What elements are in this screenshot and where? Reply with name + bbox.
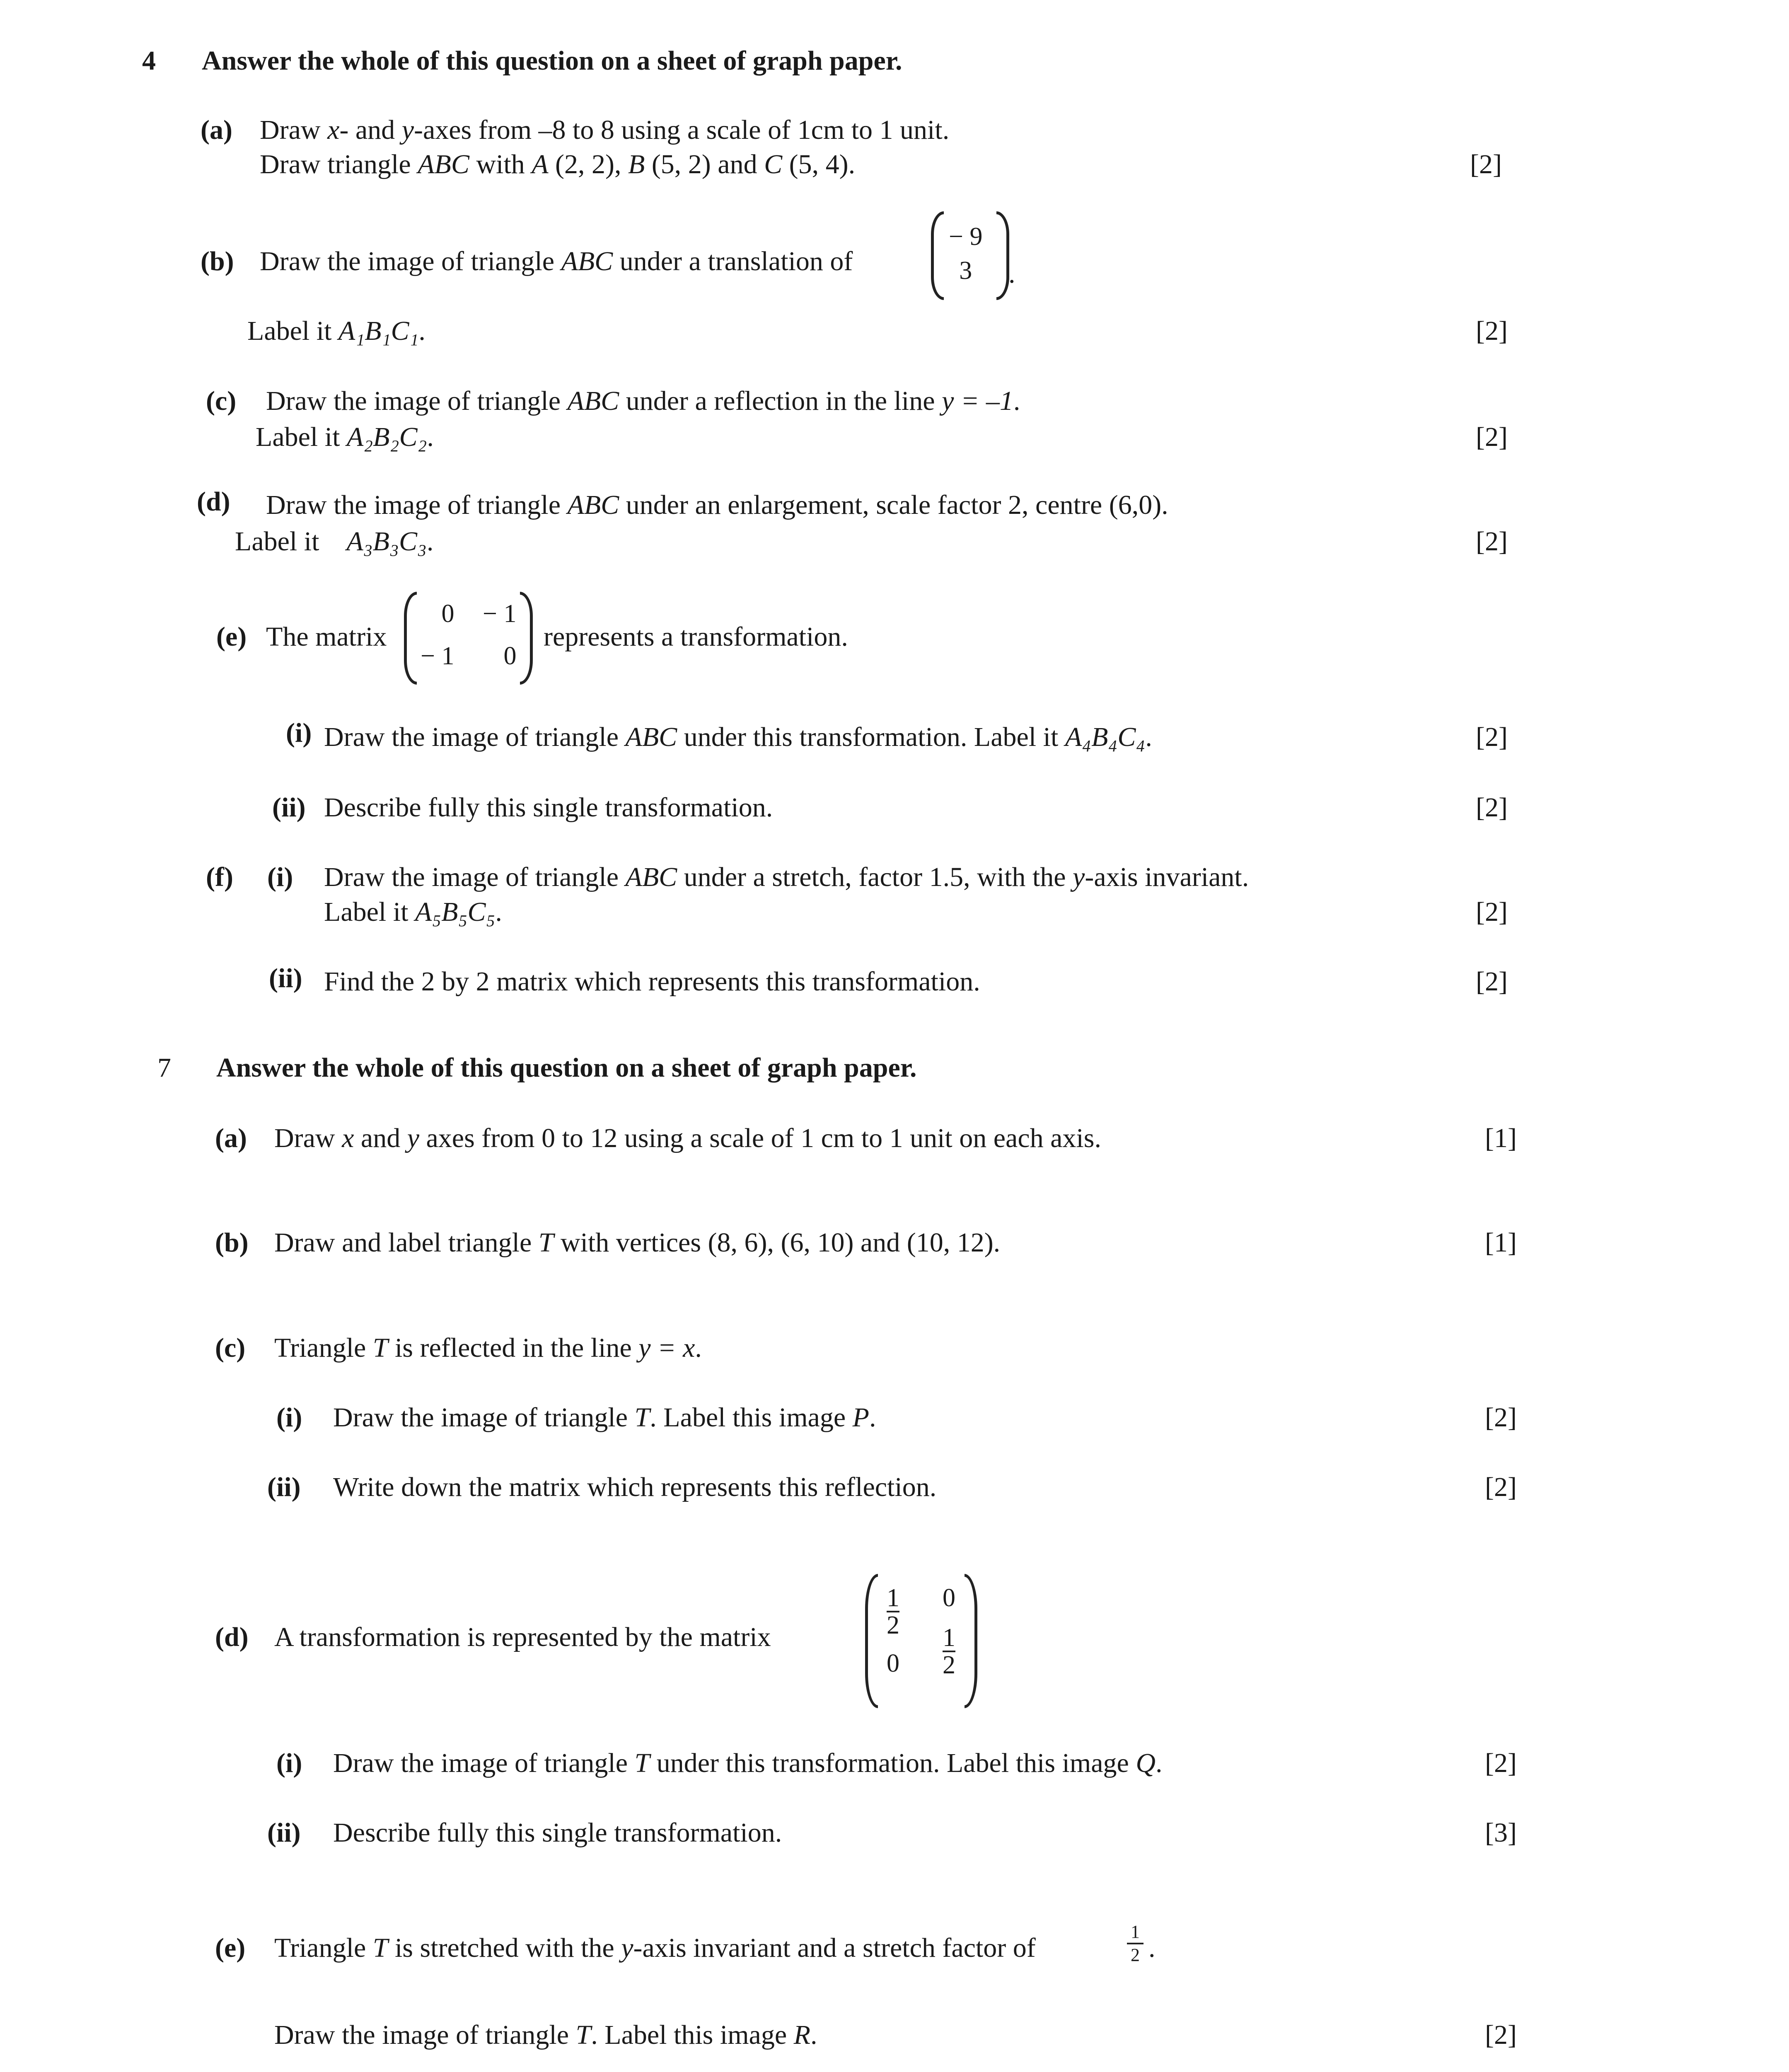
q4b-end: . (1008, 259, 1015, 289)
q4e-matrix-col1 (421, 601, 454, 669)
q4e-label: (e) (216, 622, 247, 652)
q4e-matrix-r2c2: 0 (503, 642, 517, 670)
q7d-matrix-r1c2: 0 (943, 1584, 955, 1612)
q4f-i-text: Draw the image of triangle ABC under a stretch, factor 1.5, with the y-axis invariant. (324, 862, 1249, 892)
q4e-matrix-r1c2: − 1 (483, 600, 517, 628)
q4c-text: Draw the image of triangle ABC under a reflection in the line y = –1. (266, 386, 1020, 416)
q4f-i-label-line: Label it A₅B₅C₅. (324, 897, 502, 927)
q7-heading: Answer the whole of this question on a sheet of graph paper. (216, 1053, 917, 1083)
q4e-matrix-r1c1: 0 (441, 600, 455, 628)
q7c-i-marks: [2] (1485, 1402, 1517, 1433)
q4d-marks: [2] (1476, 526, 1508, 557)
q4e-matrix-right-paren (520, 592, 533, 685)
q4e-matrix-left-paren (404, 592, 417, 685)
q4e-i-marks: [2] (1476, 722, 1508, 752)
q4d-label-line: Label it A₃B₃C₃. (235, 526, 434, 557)
q7-number: 7 (157, 1053, 171, 1083)
q7d-i-label: (i) (276, 1748, 302, 1778)
q4c-label: (c) (206, 386, 237, 416)
q4c-label-line: Label it A₂B₂C₂. (256, 422, 434, 452)
q4d-label: (d) (197, 487, 230, 517)
q7c-i-label: (i) (276, 1402, 302, 1433)
q7d-matrix-r1c1: 1 2 (887, 1584, 899, 1639)
q7e-fraction-den: 2 (1131, 1945, 1140, 1965)
q7c-label: (c) (215, 1333, 246, 1363)
q4e-ii-label: (ii) (272, 792, 306, 823)
q7a-text: Draw x and y axes from 0 to 12 using a scale of 1 cm to 1 unit on each axis. (274, 1123, 1101, 1153)
q7c-text: Triangle T is reflected in the line y = x. (274, 1333, 702, 1363)
q7e-marks: [2] (1485, 2020, 1517, 2050)
q7e-line2: Draw the image of triangle T. Label this image R. (274, 2020, 817, 2050)
q7d-matrix-r2c2: 1 2 (943, 1624, 955, 1679)
q7e-text: Triangle T is stretched with the y-axis invariant and a stretch factor of (274, 1933, 1036, 1963)
q7d-ii-label: (ii) (267, 1818, 301, 1848)
q4b-label: (b) (201, 246, 234, 276)
q7d-ii-text: Describe fully this single transformation. (333, 1818, 782, 1848)
q7d-matrix-col1 (887, 1585, 899, 1676)
q4b-vector-bottom: 3 (959, 257, 972, 285)
q4d-text: Draw the image of triangle ABC under an enlargement, scale factor 2, centre (6,0). (266, 490, 1168, 520)
q7d-matrix-left-paren (865, 1574, 878, 1708)
q4e-text-2: represents a transformation. (544, 622, 848, 652)
q4f-i-label: (i) (267, 862, 293, 892)
q4-heading: Answer the whole of this question on a sheet of graph paper. (202, 46, 902, 76)
q4a-marks: [2] (1470, 149, 1502, 179)
q7c-ii-text: Write down the matrix which represents this reflection. (333, 1472, 937, 1502)
q4b-vector-left-paren (931, 211, 944, 300)
q7d-i-text: Draw the image of triangle T under this transformation. Label this image Q. (333, 1748, 1163, 1778)
q4b-vector-top: − 9 (949, 223, 983, 251)
q4e-i-label: (i) (286, 718, 312, 748)
q4b-marks: [2] (1476, 316, 1508, 346)
q7e-end: . (1148, 1933, 1156, 1963)
q7d-matrix-r2c1: 0 (887, 1649, 899, 1677)
q4b-text: Draw the image of triangle ABC under a translation of (260, 246, 853, 276)
q4-number: 4 (142, 46, 156, 76)
q4e-i-text: Draw the image of triangle ABC under this transformation. Label it A₄B₄C₄. (324, 722, 1152, 752)
q7e-label: (e) (215, 1933, 246, 1963)
q7e-fraction-num: 1 (1131, 1922, 1140, 1942)
q7d-matrix-col2 (943, 1585, 955, 1678)
q4e-matrix-col2 (483, 601, 516, 669)
q4b-vector-right-paren (996, 211, 1009, 300)
q7d-ii-marks: [3] (1485, 1818, 1517, 1848)
q7a-marks: [1] (1485, 1123, 1517, 1153)
q4e-ii-text: Describe fully this single transformation. (324, 792, 773, 823)
q4b-label-line: Label it A₁B₁C₁. (247, 316, 425, 346)
q4c-marks: [2] (1476, 422, 1508, 452)
q4f-label: (f) (206, 862, 233, 892)
q4f-i-marks: [2] (1476, 897, 1508, 927)
q4f-ii-text: Find the 2 by 2 matrix which represents this transformation. (324, 966, 980, 997)
q7b-label: (b) (215, 1227, 249, 1258)
q7d-text: A transformation is represented by the matrix (274, 1622, 771, 1652)
q7d-i-marks: [2] (1485, 1748, 1517, 1778)
q7a-label: (a) (215, 1123, 247, 1153)
q4f-ii-label: (ii) (269, 963, 302, 993)
q4f-ii-marks: [2] (1476, 966, 1508, 997)
q4a-label: (a) (201, 115, 232, 145)
q4a-line2: Draw triangle ABC with A (2, 2), B (5, 2) and C (5, 4). (260, 149, 856, 179)
q7c-ii-marks: [2] (1485, 1472, 1517, 1502)
q4a-line1: Draw x- and y-axes from –8 to 8 using a scale of 1cm to 1 unit. (260, 115, 950, 145)
q4e-text-1: The matrix (266, 622, 387, 652)
q7c-ii-label: (ii) (267, 1472, 301, 1502)
q4b-vector (949, 224, 982, 283)
q7d-matrix-right-paren (965, 1574, 977, 1708)
q7b-marks: [1] (1485, 1227, 1517, 1258)
q7b-text: Draw and label triangle T with vertices (8, 6), (6, 10) and (10, 12). (274, 1227, 1001, 1258)
q4e-matrix-r2c1: − 1 (421, 642, 455, 670)
q7d-label: (d) (215, 1622, 249, 1652)
q7c-i-text: Draw the image of triangle T. Label this image P. (333, 1402, 876, 1433)
q4e-ii-marks: [2] (1476, 792, 1508, 823)
q7e-fraction (1127, 1923, 1144, 1964)
